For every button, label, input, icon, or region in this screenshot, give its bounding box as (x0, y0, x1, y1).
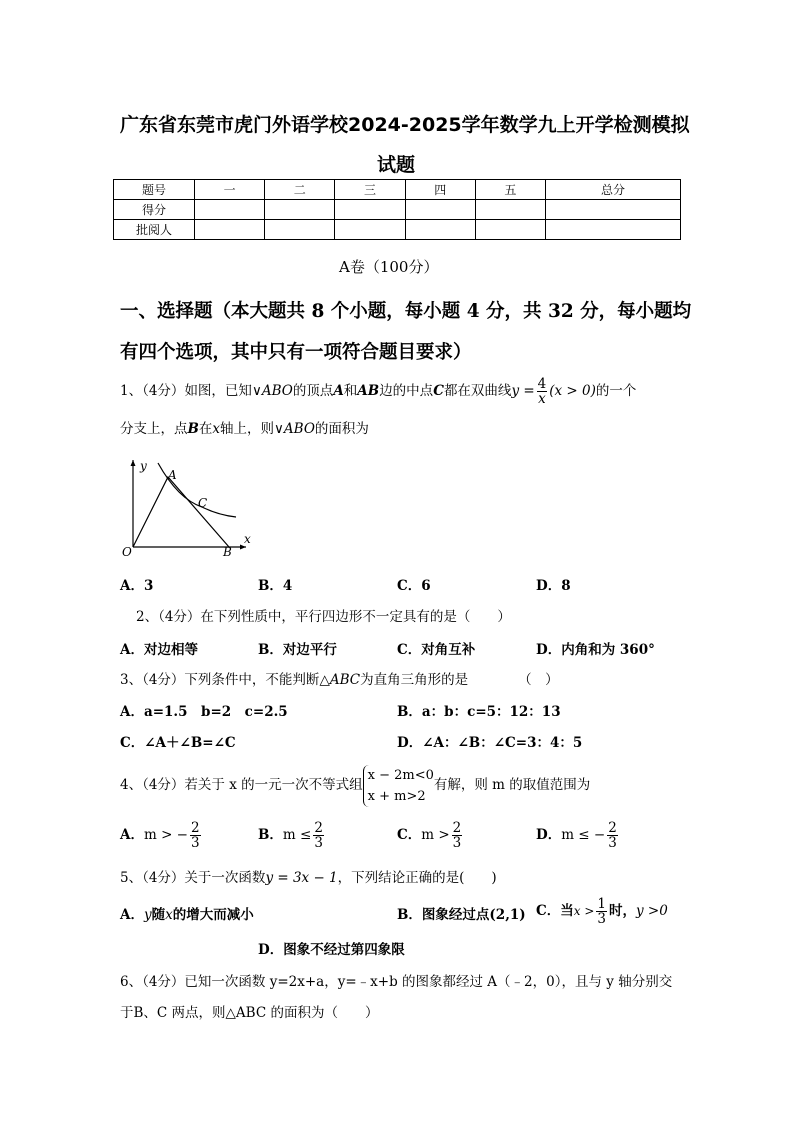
score-table-cell: 批阅人 (114, 220, 195, 240)
q5-option-c[interactable]: C．当x > $\frac{1}{3}$ 时，y >0 (536, 896, 668, 927)
page-title-line2: 试题 (377, 154, 416, 176)
q4-option-c[interactable]: C．m > $\frac{2}{3}$ (397, 820, 462, 851)
score-table-cell: 三 (335, 180, 405, 200)
q2-option-b[interactable]: B．对边平行 (258, 642, 337, 658)
score-table-row (114, 200, 681, 220)
hyperbola-triangle-figure (118, 455, 258, 560)
fraction: $\frac{2}{3}$ (314, 820, 323, 851)
score-entry-cell[interactable] (195, 220, 265, 240)
figure-label-c: C (198, 496, 208, 510)
score-table-cell: 二 (265, 180, 335, 200)
question-6-line2: 于B、C 两点，则△ABC 的面积为（ ） (120, 1005, 379, 1021)
score-entry-cell[interactable] (335, 220, 405, 240)
q3-option-d[interactable]: D．∠A：∠B：∠C=3：4：5 (397, 735, 583, 751)
q1-option-a[interactable]: A．3 (120, 578, 154, 594)
fraction: $\frac{2}{3}$ (191, 820, 200, 851)
score-table-row (114, 220, 681, 240)
page-title: 广东省东莞市虎门外语学校2024-2025学年数学九上开学检测模拟 (120, 114, 690, 136)
q2-option-c[interactable]: C．对角互补 (397, 642, 476, 658)
question-1-line2: 分支上，点B在x轴上，则∨ABO的面积为 (120, 421, 369, 437)
section-heading-line2: 有四个选项，其中只有一项符合题目要求） (120, 342, 472, 363)
volume-title: A卷（100分） (339, 258, 439, 276)
score-entry-cell[interactable] (475, 200, 545, 220)
score-table-header-row (114, 180, 681, 200)
q5-option-a[interactable]: A．y随x的增大而减小 (120, 907, 254, 923)
figure-label-x: x (244, 532, 251, 546)
question-6-line1: 6、（4分）已知一次函数 y=2x+a，y=﹣x+b 的图象都经过 A（﹣2，0），且与 y 轴分别交 (120, 974, 673, 990)
figure-label-b: B (223, 545, 232, 559)
figure-label-y: y (140, 459, 147, 473)
score-table-cell: 一 (195, 180, 265, 200)
fraction: $\frac{2}{3}$ (608, 820, 617, 851)
score-entry-cell[interactable] (546, 220, 681, 240)
question-3: 3、（4分）下列条件中，不能判断△ABC为直角三角形的是 （ ） (120, 672, 559, 688)
score-entry-cell[interactable] (405, 220, 475, 240)
figure-label-o: O (122, 545, 132, 559)
q5-option-b[interactable]: B．图象经过点(2,1) (397, 907, 526, 923)
question-4: 4、（4分）若关于 x 的一元一次不等式组 x − 2m<0 x + m>2 有解，则 m 的取值范围为 (120, 762, 590, 808)
figure-label-a: A (168, 468, 177, 482)
score-entry-cell[interactable] (265, 200, 335, 220)
q3-option-c[interactable]: C．∠A＋∠B=∠C (120, 735, 236, 751)
score-table (113, 179, 681, 240)
q3-option-a[interactable]: A．a=1.5 b=2 c=2.5 (120, 704, 288, 720)
score-table-cell: 四 (405, 180, 475, 200)
score-entry-cell[interactable] (195, 200, 265, 220)
y-axis-arrow (131, 460, 136, 466)
q3-option-b[interactable]: B．a：b：c=5：12：13 (397, 704, 561, 720)
q4-option-d[interactable]: D．m ≤ − $\frac{2}{3}$ (536, 820, 617, 851)
q1-option-b[interactable]: B．4 (258, 578, 293, 594)
score-entry-cell[interactable] (335, 200, 405, 220)
fraction: $\frac{2}{3}$ (452, 820, 462, 851)
q4-option-a[interactable]: A．m > − $\frac{2}{3}$ (120, 820, 200, 851)
score-entry-cell[interactable] (265, 220, 335, 240)
inequality-system: x − 2m<0 x + m>2 (363, 765, 434, 807)
question-2: 2、（4分）在下列性质中，平行四边形不一定具有的是（ ） (136, 609, 511, 625)
q2-option-d[interactable]: D．内角和为 360° (536, 642, 655, 658)
score-table-cell: 总分 (546, 180, 681, 200)
score-entry-cell[interactable] (546, 200, 681, 220)
question-1-line1: 1、（4分）如图，已知∨ABO的顶点A和AB边的中点C都在双曲线y = $\frac{4}{x}$ (x > 0)的一个 (120, 376, 637, 407)
section-heading: 一、选择题（本大题共 8 个小题，每小题 4 分，共 32 分，每小题均 (120, 301, 692, 322)
q1-option-d[interactable]: D．8 (536, 578, 571, 594)
question-5: 5、（4分）关于一次函数y = 3x − 1，下列结论正确的是( ) (120, 870, 497, 886)
q4-option-b[interactable]: B．m ≤ $\frac{2}{3}$ (258, 820, 323, 851)
q1-option-c[interactable]: C．6 (397, 578, 431, 594)
score-entry-cell[interactable] (475, 220, 545, 240)
q5-option-d[interactable]: D．图象不经过第四象限 (258, 942, 405, 958)
fraction: $\frac{1}{3}$ (597, 896, 606, 927)
score-entry-cell[interactable] (405, 200, 475, 220)
score-table-cell: 得分 (114, 200, 195, 220)
score-table-cell: 五 (475, 180, 545, 200)
q2-option-a[interactable]: A．对边相等 (120, 642, 198, 658)
score-table-cell: 题号 (114, 180, 195, 200)
fraction: $\frac{4}{x}$ (537, 376, 547, 407)
